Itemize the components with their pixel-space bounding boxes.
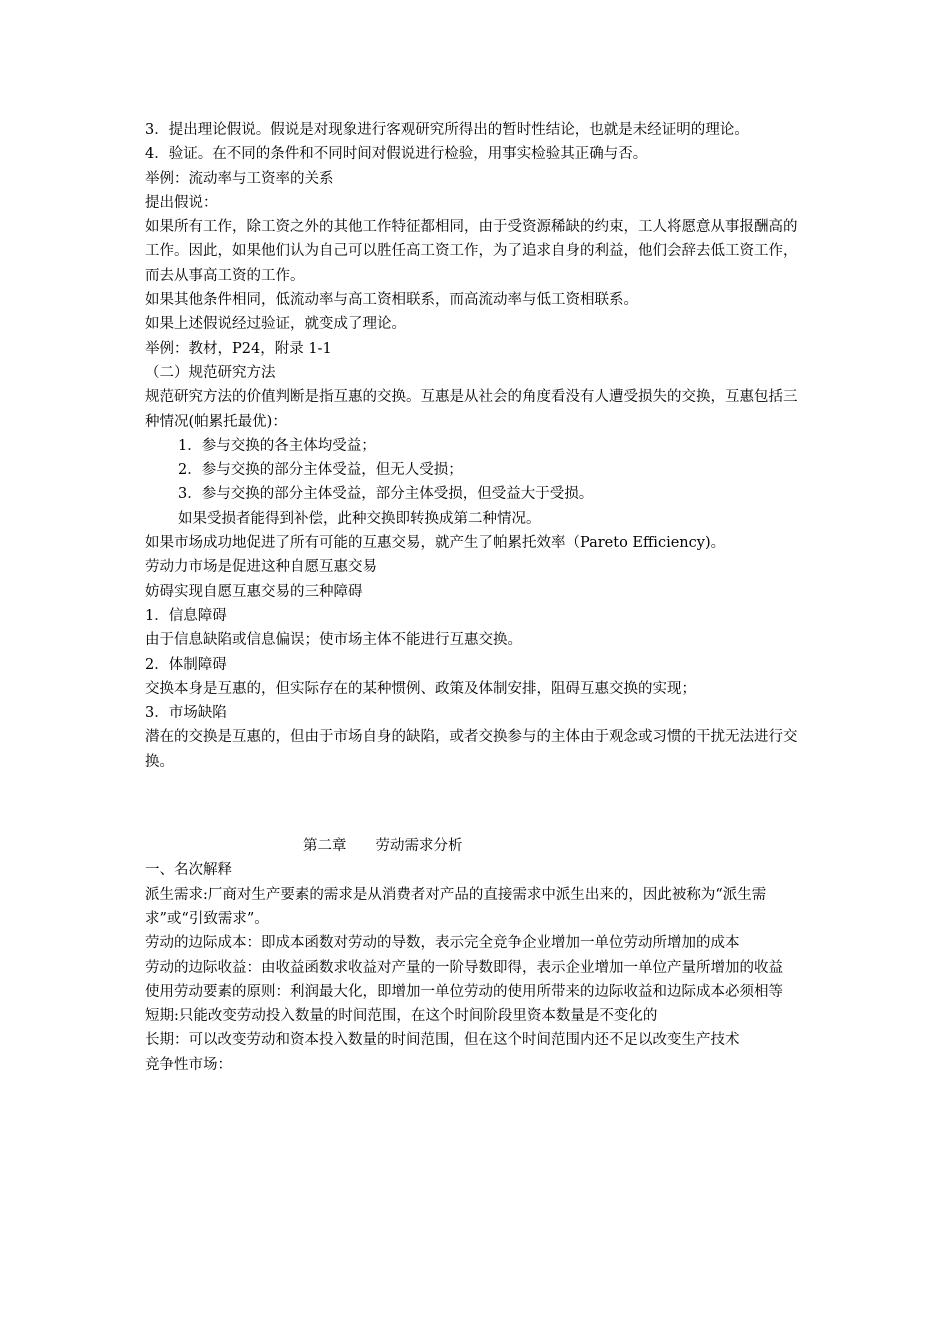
barrier-text-institution: 交换本身是互惠的，但实际存在的某种惯例、政策及体制安排，阻碍互惠交换的实现； (145, 680, 696, 697)
paragraph-pareto: 如果市场成功地促进了所有可能的互惠交易，就产生了帕累托效率（Pareto Efficiency)。 (145, 535, 726, 552)
list-item: 2．参与交换的部分主体受益，但无人受损； (178, 462, 463, 479)
definition-marginal-revenue: 劳动的边际收益：由收益函数求收益对产量的一阶导数即得，表示企业增加一单位产量所增加的收益 (145, 959, 783, 976)
barrier-title-market: 3．市场缺陷 (145, 705, 227, 722)
paragraph-three-barriers: 妨碍实现自愿互惠交易的三种障碍 (145, 583, 363, 600)
paragraph-normative-intro: 规范研究方法的价值判断是指互惠的交换。互惠是从社会的角度看没有人遭受损失的交换，互惠包括三种情况(帕累托最优)： (145, 389, 798, 430)
definition-long-run: 长期：可以改变劳动和资本投入数量的时间范围，但在这个时间范围内还不足以改变生产技术 (145, 1032, 740, 1049)
barrier-text-info: 由于信息缺陷或信息偏误；使市场主体不能进行互惠交换。 (145, 632, 522, 649)
section-heading-normative: （二）规范研究方法 (145, 364, 276, 381)
barrier-title-institution: 2．体制障碍 (145, 656, 227, 673)
paragraph-verification: 4．验证。在不同的条件和不同时间对假说进行检验，用事实检验其正确与否。 (145, 146, 648, 163)
paragraph-becomes-theory: 如果上述假说经过验证，就变成了理论。 (145, 316, 406, 333)
paragraph-hypothesis-body: 如果所有工作，除工资之外的其他工作特征都相同，由于受资源稀缺的约束，工人将愿意从事报酬高的工作。因此，如果他们认为自己可以胜任高工资工作，为了追求自身的利益，他们会辞去低工资工作，而去从事高工资的工作。 (145, 219, 798, 284)
document-page (145, 118, 810, 1077)
definition-derived-demand: 派生需求:厂商对生产要素的需求是从消费者对产品的直接需求中派生出来的，因此被称为“派生需求”或“引致需求”。 (145, 886, 767, 927)
paragraph-labor-market: 劳动力市场是促进这种自愿互惠交易 (145, 559, 377, 576)
list-item: 3．参与交换的部分主体受益，部分主体受损，但受益大于受损。 (178, 486, 594, 503)
spacer (145, 774, 810, 834)
chapter-subheading: 一、名次解释 (145, 862, 232, 879)
paragraph-propose-hypothesis: 提出假说： (145, 194, 218, 211)
list-item: 如果受损者能得到补偿，此种交换即转换成第二种情况。 (178, 510, 541, 527)
paragraph-example-1: 举例：流动率与工资率的关系 (145, 170, 334, 187)
paragraph-hypothesis: 3．提出理论假说。假说是对现象进行客观研究所得出的暂时性结论，也就是未经证明的理论。 (145, 122, 749, 138)
barrier-title-info: 1．信息障碍 (145, 607, 227, 624)
chapter-title: 第二章 劳动需求分析 (303, 838, 463, 855)
barrier-text-market: 潜在的交换是互惠的，但由于市场自身的缺陷，或者交换参与的主体由于观念或习惯的干扰无法进行交换。 (145, 729, 798, 770)
definition-labor-principle: 使用劳动要素的原则：利润最大化，即增加一单位劳动的使用所带来的边际收益和边际成本必须相等 (145, 983, 783, 1000)
list-item: 1．参与交换的各主体均受益； (178, 437, 376, 454)
paragraph-example-2: 举例：教材，P24，附录 1-1 (145, 340, 332, 357)
paragraph-mobility-wage: 如果其他条件相同，低流动率与高工资相联系，而高流动率与低工资相联系。 (145, 292, 638, 309)
definition-competitive-market: 竞争性市场： (145, 1056, 232, 1073)
definition-short-run: 短期:只能改变劳动投入数量的时间范围，在这个时间阶段里资本数量是不变化的 (145, 1008, 658, 1025)
definition-marginal-cost: 劳动的边际成本：即成本函数对劳动的导数，表示完全竞争企业增加一单位劳动所增加的成本 (145, 935, 740, 952)
